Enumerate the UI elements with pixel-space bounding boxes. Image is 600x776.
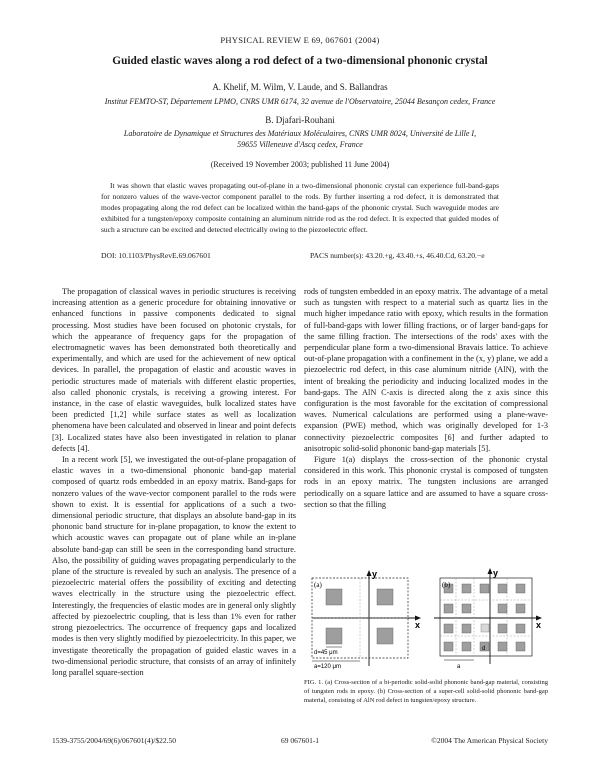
tungsten-rod	[516, 642, 525, 651]
doi: DOI: 10.1103/PhysRevE.69.067601	[101, 251, 211, 260]
panel-a-x-label: x	[415, 620, 421, 630]
running-head: PHYSICAL REVIEW E 69, 067601 (2004)	[220, 35, 380, 45]
footer-copyright: ©2004 The American Physical Society	[431, 736, 548, 745]
tungsten-rod	[498, 642, 507, 651]
pacs-numbers: PACS number(s): 43.20.+g, 43.40.+s, 46.40.Cd, 63.20.−e	[310, 251, 485, 260]
tungsten-rod	[462, 642, 471, 651]
tungsten-rod	[498, 624, 507, 633]
tungsten-rod	[516, 624, 525, 633]
tungsten-rod	[462, 584, 471, 593]
tungsten-rod	[462, 604, 471, 613]
tungsten-rod	[326, 589, 342, 605]
footer-issn: 1539-3755/2004/69(6)/067601(4)/$22.50	[52, 736, 176, 745]
dim-d-label: d=45 μm	[314, 650, 338, 656]
panel-a-y-arrow	[367, 570, 372, 576]
dim-a-b-label: a	[457, 664, 461, 670]
tungsten-rod	[498, 584, 507, 593]
aln-rod-defect	[481, 624, 489, 632]
dim-a-label: a=120 μm	[314, 664, 341, 670]
authors-2: B. Djafari-Rouhani	[265, 115, 335, 125]
right-paragraph-2: Figure 1(a) displays the cross-section of the phononic crystal considered in this work. This phononic crystal is composed of tungsten rods in an epoxy matrix. The tungsten inclusions are arranged periodically on a square lattice and are assumed to have a square cross-section so that the filling	[304, 455, 548, 509]
figure-panel-a	[312, 569, 421, 670]
affiliation-2-line1: Laboratoire de Dynamique et Structures des Matériaux Moléculaires, CNRS UMR 8024, Université de Lille I,	[123, 129, 477, 138]
tungsten-rod	[462, 624, 471, 633]
authors-1: A. Khelif, M. Wilm, V. Laude, and S. Ballandras	[212, 82, 388, 92]
panel-b-y-arrow	[488, 568, 493, 574]
paper-title: Guided elastic waves along a rod defect of a two-dimensional phononic crystal	[112, 55, 488, 67]
affiliation-2-line2: 59655 Villeneuve d'Ascq cedex, France	[237, 140, 363, 149]
panel-b-x-label: x	[536, 620, 542, 630]
affiliation-1: Institut FEMTO-ST, Département LPMO, CNRS UMR 6174, 32 avenue de l'Observatoire, 25044 Besançon cedex, France	[104, 97, 496, 106]
panel-b-label: (b)	[442, 581, 451, 589]
tungsten-rod	[480, 584, 489, 593]
received-dates: (Received 19 November 2003; published 11 June 2004)	[210, 160, 390, 169]
left-paragraph-2: In a recent work [5], we investigated the out-of-plane propagation of elastic waves in a two-dimensional phononic band-gap material composed of quartz rods embedded in an epoxy matrix. Band-gaps for nonzero values of the wave-vector component parallel to the rods were shown to exist. It is essential for applications of a such a two-dimensional periodic structure, that displays an absolute band-gap in its phononic band structure for in-plane propagation, to know the extent to which acoustic waves can propagate out of plane while an in-plane absolute band-gap can still be seen in the corresponding band structure. Also, the possibility of guiding waves propagating perpendicularly to the plane of the structure is revealed by such an analysis. The presence of a piezoelectric material offers the possibility of exciting and detecting waves electrically in the structure using the piezoelectric effect. Interestingly, the frequencies of elastic modes are in general only slightly affected by piezoelectric coupling, that is less than 1% even for rather strong piezoelectrics. The occurrence of frequency gaps and localized modes is then very slightly modified by piezoelectricity. In this paper, we investigate theoretically the propagation of guided elastic waves in a two-dimensional periodic structure, that consists of an array of infinitely long parallel square-section	[52, 455, 296, 677]
tungsten-rod	[498, 604, 507, 613]
figure-caption: FIG. 1. (a) Cross-section of a bi-periodic solid-solid phononic band-gap material, consisting of tungsten rods in epoxy. (b) Cross-section of a super-cell solid-solid phononic band-gap material, consisting of AlN rod defect in tungsten/epoxy structure.	[304, 679, 548, 704]
left-paragraph-1: The propagation of classical waves in periodic structures is receiving increasing attention as a generic procedure for obtaining innovative or enhanced functions in passive components dedicated to signal processing. Most studies have been focused on photonic crystals, for which the appearance of frequency gaps for the propagation of electromagnetic waves has been demonstrated both theoretically and experimentally, and which are used for the achievement of new optical devices. In parallel, the propagation of elastic and acoustic waves in periodic structures made of materials with different elastic properties, also called phononic crystals, is receiving a growing interest. For instance, in the case of elastic waveguides, bulk localized states have been predicted [1,2] while surface states as well as localization phenomena have been calculated and observed in linear and point defects [3]. Localized states have also been investigated in relation to planar defects [4].	[52, 287, 296, 453]
tungsten-rod	[326, 628, 342, 644]
panel-a-label: (a)	[314, 581, 322, 589]
tungsten-rod	[444, 624, 453, 633]
defect-label: d	[482, 646, 486, 652]
panel-b-y-label: y	[493, 568, 499, 578]
tungsten-rod	[516, 604, 525, 613]
left-column	[52, 286, 296, 704]
abstract: It was shown that elastic waves propagating out-of-plane in a two-dimensional phononic crystal can experience full-band-gaps for nonzero values of the wave-vector component parallel to the rods. By further inserting a rod defect, it is demonstrated that modes propagating along the rod defect can be localized within the band-gaps of the phononic crystal. Such waveguide modes are exhibited for a tungsten/epoxy composite containing an aluminum nitride rod as the rod defect. It is expected that guided modes of such a structure can be excited and detected electrically owing to the piezoelectric effect.	[101, 181, 499, 234]
tungsten-rod	[516, 584, 525, 593]
figure-panel-b	[434, 568, 542, 670]
footer-page: 69 067601-1	[280, 736, 320, 745]
tungsten-rod	[377, 628, 393, 644]
right-column	[304, 286, 548, 562]
tungsten-rod	[377, 589, 393, 605]
figure-1	[304, 568, 548, 670]
tungsten-rod	[444, 604, 453, 613]
panel-a-y-label: y	[372, 569, 378, 579]
right-paragraph-1: rods of tungsten embedded in an epoxy matrix. The advantage of a metal such as tungsten with respect to a material such as quartz lies in the much higher impedance ratio with epoxy, which results in the formation of full-band-gaps with lower filling fractions, or of larger band-gaps for the same filling fraction. The intersections of the rods' axes with the perpendicular plane form a two-dimensional Bravais lattice. To achieve out-of-plane propagation with a confinement in the (x, y) plane, we add a piezoelectric rod defect, in this case aluminum nitride (AlN), with the intent of breaking the periodicity and inducing localized modes in the band-gaps. The AlN C-axis is directed along the z axis since this configuration is the most favorable for the excitation of compressional waves. Numerical calculations are performed using a plane-wave-expansion (PWE) method, which was originally developed for 1-3 connectivity piezoelectric composites [6] and further adapted to anisotropic solid-solid phononic band-gap materials [5].	[304, 287, 548, 453]
tungsten-rod	[444, 642, 453, 651]
